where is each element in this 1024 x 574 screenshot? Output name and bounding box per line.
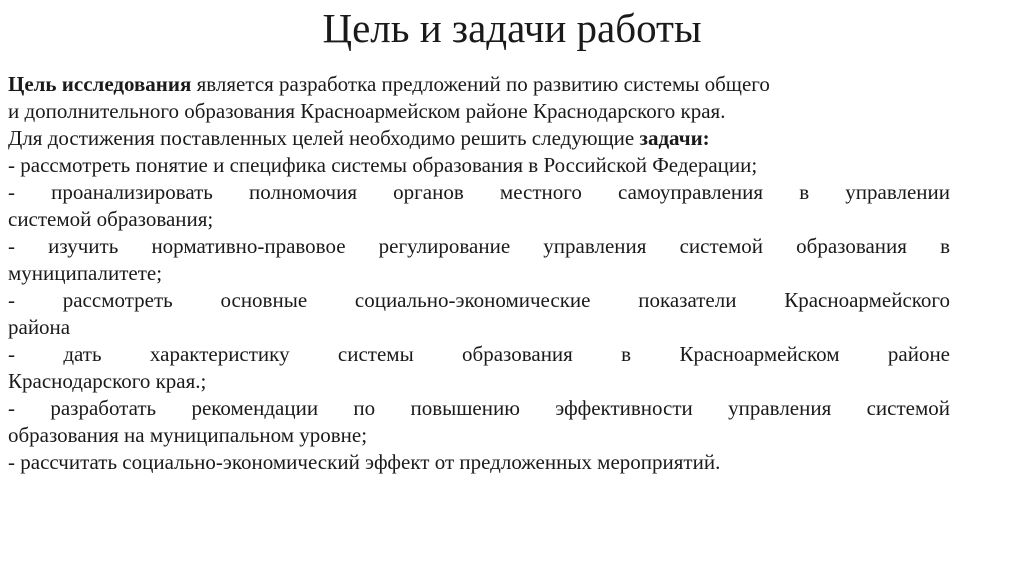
task-line: Краснодарского края.; [8,369,207,393]
task-line: района [8,315,71,339]
page-title: Цель и задачи работы [322,5,702,51]
goal-text: является разработка предложений по развитию системы общего [191,72,770,96]
goal-line-2: и дополнительного образования Красноармейском районе Краснодарского края. [8,99,726,123]
task-line: - дать характеристику системы образования в Красноармейском районе [8,342,950,366]
task-line: - рассмотреть понятие и специфика системы образования в Российской Федерации; [8,153,758,177]
task-item-2 [8,179,950,233]
goal-lead: Цель исследования [8,72,192,96]
task-item-5 [8,341,950,395]
task-line: системой образования; [8,207,214,231]
task-line: - проанализировать полномочия органов местного самоуправления в управлении [8,180,950,204]
task-line: - рассмотреть основные социально-экономические показатели Красноармейского [8,288,950,312]
task-item-4 [8,287,950,341]
task-item-1 [8,152,950,179]
tasks-intro-bold: задачи: [639,126,710,150]
task-line: муниципалитете; [8,261,163,285]
task-line: - изучить нормативно-правовое регулирование управления системой образования в [8,234,950,258]
task-item-7 [8,449,950,476]
task-item-6 [8,395,950,449]
goal-line-1 [8,71,950,98]
tasks-intro [8,125,950,152]
tasks-intro-text: Для достижения поставленных целей необходимо решить следующие [8,126,640,150]
task-line: - рассчитать социально-экономический эффект от предложенных мероприятий. [8,450,721,474]
slide-body [8,71,950,476]
task-item-3 [8,233,950,287]
task-line: - разработать рекомендации по повышению эффективности управления системой [8,396,950,420]
task-line: образования на муниципальном уровне; [8,423,368,447]
